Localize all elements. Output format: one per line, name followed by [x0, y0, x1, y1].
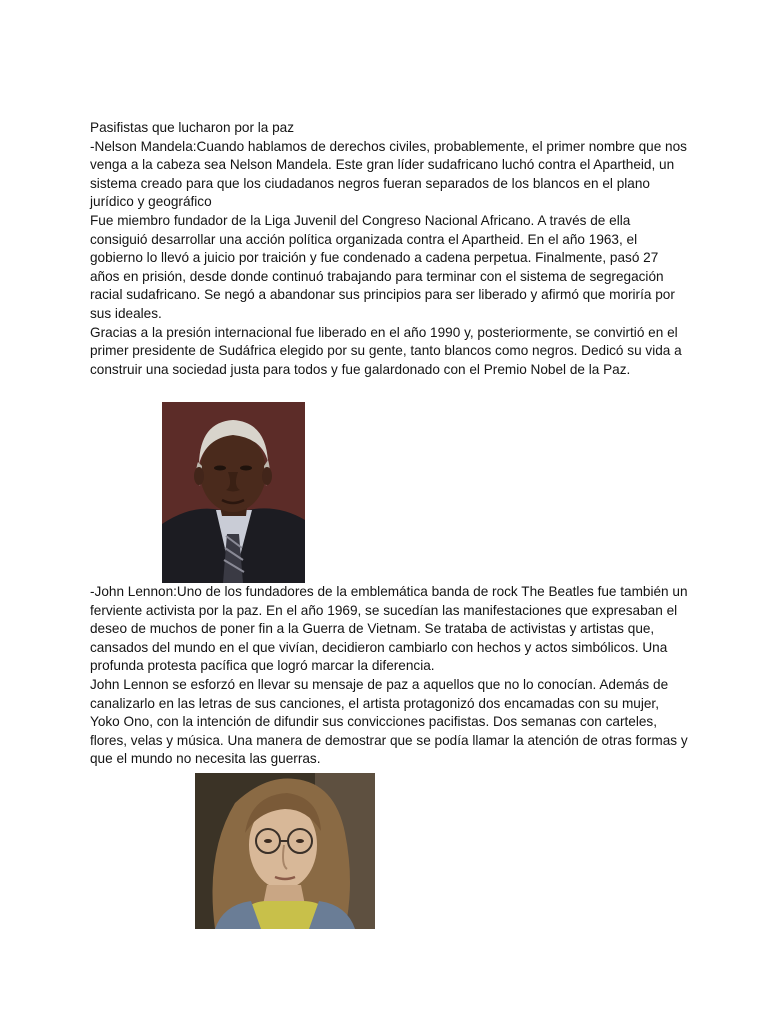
lennon-section	[90, 583, 690, 769]
mandela-paragraph-3: Gracias a la presión internacional fue liberado en el año 1990 y, posteriormente, se convirtió en el primer presidente de Sudáfrica elegido por su gente, tanto blancos como negros. Dedicó su vida a construir una sociedad justa para todos y fue galardonado con el Premio Nobel de la Paz.	[90, 324, 682, 377]
lennon-paragraph-1: -John Lennon:Uno de los fundadores de la emblemática banda de rock The Beatles fue también un ferviente activista por la paz. En el año 1969, se sucedían las manifestaciones que expresaban el deseo de muchos de poner fin a la Guerra de Vietnam. Se trataba de activistas y artistas que, cansados del mundo en el que vivían, decidieron cambiarlo con hechos y actos simbólicos. Una profunda protesta pacífica que logró marcar la diferencia.	[90, 584, 688, 674]
mandela-photo	[162, 402, 305, 583]
mandela-section	[90, 119, 690, 379]
lennon-photo	[195, 773, 375, 929]
lennon-paragraph-2: John Lennon se esforzó en llevar su mensaje de paz a aquellos que no lo conocían. Además de canalizarlo en las letras de sus canciones, el artista protagonizó dos encamadas con su mujer, Yoko Ono, con la intención de difundir sus convicciones pacifistas. Dos semanas con carteles, flores, velas y música. Una manera de demostrar que se podía llamar la atención de otras formas y que el mundo no necesita las guerras.	[90, 676, 688, 767]
mandela-paragraph-1: -Nelson Mandela:Cuando hablamos de derechos civiles, probablemente, el primer nombre que nos venga a la cabeza sea Nelson Mandela. Este gran líder sudafricano luchó contra el Apartheid, un sistema creado para que los ciudadanos negros fueran separados de los blancos en el plano jurídico y geográfico	[90, 138, 687, 210]
document-title: Pasifistas que lucharon por la paz	[90, 120, 295, 135]
mandela-paragraph-2: Fue miembro fundador de la Liga Juvenil del Congreso Nacional Africano. A través de ella consiguió desarrollar una acción política organizada contra el Apartheid. En el año 1963, el gobierno lo llevó a juicio por traición y fue condenado a cadena perpetua. Finalmente, pasó 27 años en prisión, desde donde continuó trabajando para terminar con el sistema de segregación racial sudafricano. Se negó a abandonar sus principios para ser liberado y afirmó que moriría por sus ideales.	[90, 212, 675, 321]
